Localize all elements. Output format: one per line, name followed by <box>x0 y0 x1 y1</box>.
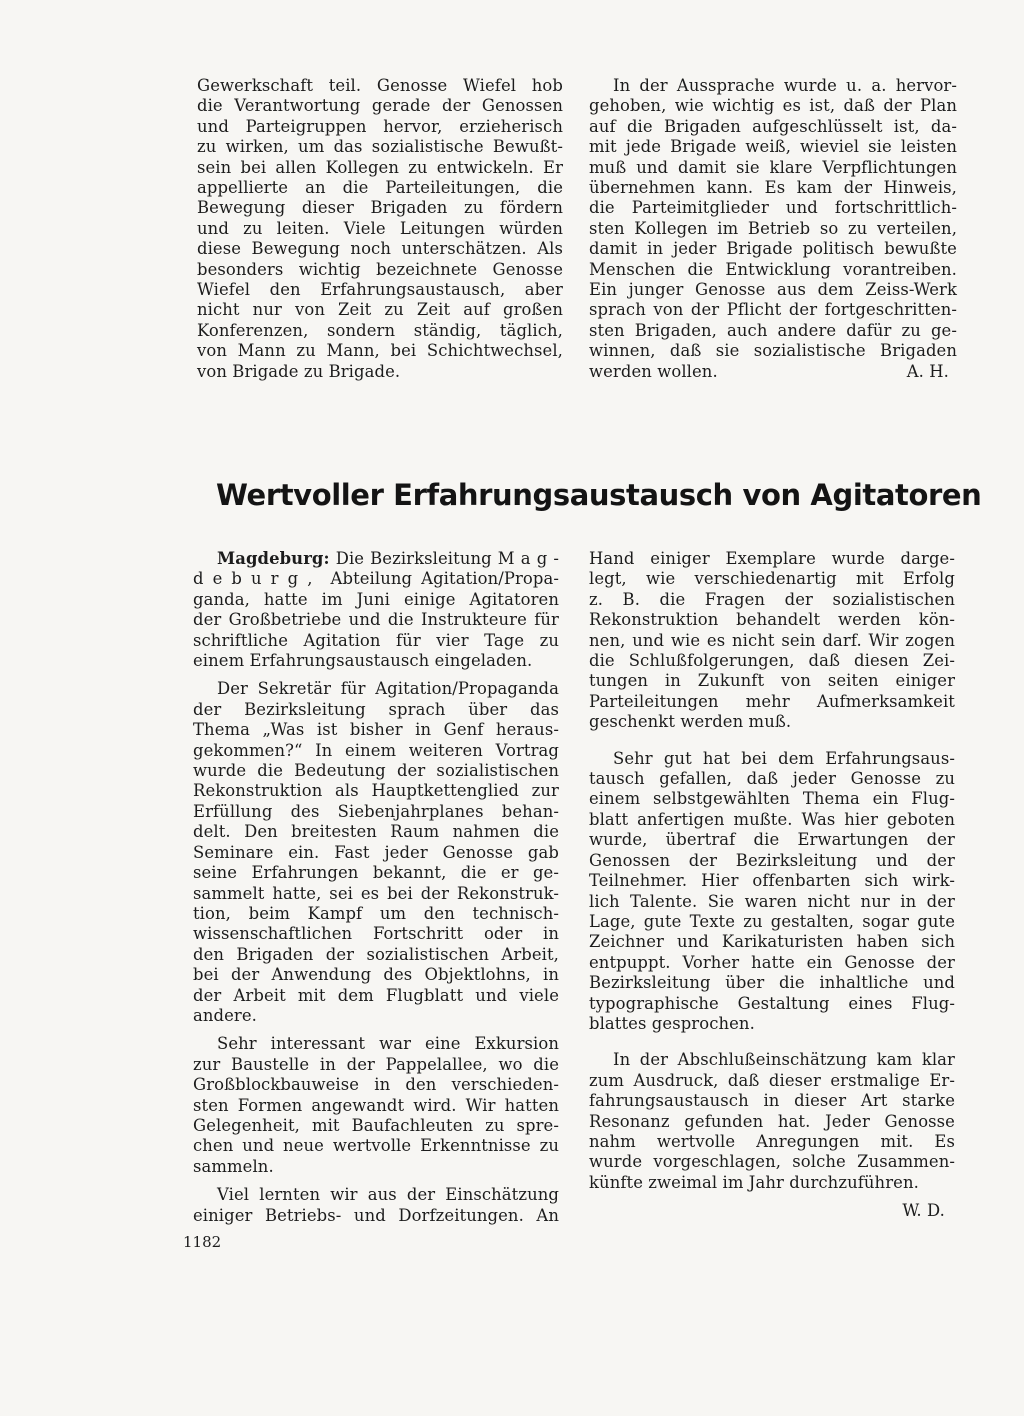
text-line: nicht nur von Zeit zu Zeit auf großen <box>197 300 563 320</box>
text-line: entpuppt. Vorher hatte ein Genosse der <box>589 952 955 972</box>
text-line: Sehr gut hat bei dem Erfahrungsaus- <box>613 748 955 768</box>
text-line: Parteileitungen mehr Aufmerksamkeit <box>589 691 955 711</box>
text-line: appellierte an die Parteileitungen, die <box>197 178 563 198</box>
text-line: Rekonstruktion als Hauptkettenglied zur <box>193 781 559 801</box>
text-line: Menschen die Entwicklung vorantreiben. <box>589 259 957 279</box>
paragraph <box>589 76 957 382</box>
text-line: geschenkt werden muß. <box>589 712 792 732</box>
text-line: und Parteigruppen hervor, erzieherisch <box>197 116 563 136</box>
paragraph <box>193 679 559 1026</box>
text-line: Großblockbauweise in den verschieden- <box>193 1075 559 1095</box>
text-line: nen, und wie es nicht sein darf. Wir zogen <box>589 630 955 650</box>
text-line: gekommen?“ In einem weiteren Vortrag <box>193 740 559 760</box>
paragraph-gap <box>589 741 955 749</box>
text-line: mit jede Brigade weiß, wieviel sie leisten <box>589 137 957 157</box>
text-line: Konferenzen, sondern ständig, täglich, <box>197 320 563 340</box>
paragraph <box>193 569 559 671</box>
text-line: zur Baustelle in der Pappelallee, wo die <box>193 1054 559 1074</box>
text-line: Resonanz gefunden hat. Jeder Genosse <box>589 1111 955 1131</box>
text-line: chen und neue wertvolle Erkenntnisse zu <box>193 1136 559 1156</box>
text-line: Hand einiger Exemplare wurde darge- <box>589 549 955 568</box>
text-line: legt, wie verschiedenartig mit Erfolg <box>589 569 955 589</box>
text-line: die Verantwortung gerade der Genossen <box>197 96 563 116</box>
text-line: sprach von der Pflicht der fortgeschritten- <box>589 300 957 320</box>
paragraph <box>589 749 955 1035</box>
text-line: schriftliche Agitation für vier Tage zu <box>193 630 559 650</box>
text-line: wurde, übertraf die Erwartungen der <box>589 830 955 850</box>
paragraph-gap <box>589 1042 955 1050</box>
article-title: Wertvoller Erfahrungsaustausch von Agitatoren <box>216 478 982 512</box>
text-line: und zu leiten. Viele Leitungen würden <box>197 218 563 238</box>
article-right-column <box>589 549 955 1222</box>
text-line: der Bezirksleitung sprach über das <box>193 699 559 719</box>
text-line: Zeichner und Karikaturisten haben sich <box>589 932 955 952</box>
text-line: auf die Brigaden aufgeschlüsselt ist, da- <box>589 116 957 136</box>
text-line: einiger Betriebs- und Dorfzeitungen. An <box>193 1205 559 1225</box>
top-left-column <box>197 76 563 382</box>
place-label: Magdeburg: <box>217 549 330 568</box>
text-line-content: werden wollen. <box>589 361 718 381</box>
text-line: Gewerkschaft teil. Genosse Wiefel hob <box>197 76 563 95</box>
paragraph <box>193 1185 559 1226</box>
text-line: die Schlußfolgerungen, daß diesen Zei- <box>589 651 955 671</box>
text-line: von Brigade zu Brigade. <box>197 361 401 381</box>
text-line: sten Kollegen im Betrieb so zu verteilen, <box>589 218 957 238</box>
text-line: tungen in Zukunft von seiten einiger <box>589 671 955 691</box>
text-line: tion, beim Kampf um den technisch- <box>193 903 559 923</box>
text-line: Lage, gute Texte zu gestalten, sogar gute <box>589 911 955 931</box>
text-line: muß und damit sie klare Verpflichtungen <box>589 157 957 177</box>
text-line: Thema „Was ist bisher in Genf heraus- <box>193 720 559 740</box>
article-left-column <box>193 549 559 1226</box>
text-line: sein bei allen Kollegen zu entwickeln. Er <box>197 157 563 177</box>
text-line: diese Bewegung noch unterschätzen. Als <box>197 239 563 259</box>
text-line: d e b u r g , Abteilung Agitation/Propa- <box>193 569 559 589</box>
text-line: Rekonstruktion behandelt werden kön- <box>589 610 955 630</box>
text-line: typographische Gestaltung eines Flug- <box>589 993 955 1013</box>
text-line: nahm wertvolle Anregungen mit. Es <box>589 1131 955 1151</box>
text-line: seine Erfahrungen bekannt, die er ge- <box>193 863 559 883</box>
author-signature: W. D. <box>902 1201 945 1221</box>
paragraph <box>197 76 563 382</box>
text-line: die Parteimitglieder und fortschrittlich- <box>589 198 957 218</box>
text-line: Bewegung dieser Brigaden zu fördern <box>197 198 563 218</box>
text-line: blatt anfertigen mußte. Was hier geboten <box>589 809 955 829</box>
author-signature: A. H. <box>906 361 949 381</box>
text-line: von Mann zu Mann, bei Schichtwechsel, <box>197 341 563 361</box>
text-line: Der Sekretär für Agitation/Propaganda <box>217 679 559 699</box>
text-line: Bezirksleitung über die inhaltliche und <box>589 973 955 993</box>
text-line: sammeln. <box>193 1156 274 1176</box>
text-line: Ein junger Genosse aus dem Zeiss-Werk <box>589 280 957 300</box>
paragraph-gap <box>193 671 559 679</box>
paragraph <box>193 1034 559 1177</box>
text-line: In der Abschlußeinschätzung kam klar <box>613 1050 955 1070</box>
text-line: bei der Anwendung des Objektlohns, in <box>193 965 559 985</box>
text-line: übernehmen kann. Es kam der Hinweis, <box>589 178 957 198</box>
text-line: zum Ausdruck, daß dieser erstmalige Er- <box>589 1070 955 1090</box>
text-line: blattes gesprochen. <box>589 1013 755 1033</box>
text-line: andere. <box>193 1005 257 1025</box>
text-line: zu wirken, um das sozialistische Bewußt- <box>197 137 563 157</box>
text-line: besonders wichtig bezeichnete Genosse <box>197 259 563 279</box>
text-line: gehoben, wie wichtig es ist, daß der Plan <box>589 96 957 116</box>
text-line <box>589 362 957 382</box>
text-line: Seminare ein. Fast jeder Genosse gab <box>193 842 559 862</box>
text-line: sten Brigaden, auch andere dafür zu ge- <box>589 320 957 340</box>
text-line: einem Erfahrungsaustausch eingeladen. <box>193 651 533 671</box>
text-line: Gelegenheit, mit Baufachleuten zu spre- <box>193 1115 559 1135</box>
text-line: künfte zweimal im Jahr durchzuführen. <box>589 1172 919 1192</box>
text-line: Teilnehmer. Hier offenbarten sich wirk- <box>589 871 955 891</box>
text-line: den Brigaden der sozialistischen Arbeit, <box>193 944 559 964</box>
text-line: Erfüllung des Siebenjahrplanes behan- <box>193 801 559 821</box>
page-number: 1182 <box>183 1233 222 1251</box>
text-line: z. B. die Fragen der sozialistischen <box>589 589 955 609</box>
text-line: wissenschaftlichen Fortschritt oder in <box>193 924 559 944</box>
text-line: winnen, daß sie sozialistische Brigaden <box>589 341 957 361</box>
text-line: sammelt hatte, sei es bei der Rekonstruk- <box>193 883 559 903</box>
first-line-rest: Die Bezirksleitung M a g - <box>329 549 559 568</box>
text-line: delt. Den breitesten Raum nahmen die <box>193 822 559 842</box>
text-line: lich Talente. Sie waren nicht nur in der <box>589 891 955 911</box>
text-line: tausch gefallen, daß jeder Genosse zu <box>589 769 955 789</box>
text-line: In der Aussprache wurde u. a. hervor- <box>613 76 957 95</box>
paragraph-gap <box>193 1177 559 1185</box>
paragraph-gap <box>589 733 955 741</box>
text-line: fahrungsaustausch in dieser Art starke <box>589 1091 955 1111</box>
text-line: wurde die Bedeutung der sozialistischen <box>193 761 559 781</box>
text-line: Sehr interessant war eine Exkursion <box>217 1034 559 1054</box>
text-line: sten Formen angewandt wird. Wir hatten <box>193 1095 559 1115</box>
first-line <box>193 549 559 569</box>
article-left-body <box>193 569 559 1226</box>
paragraph-gap <box>589 1034 955 1042</box>
text-line: der Großbetriebe und die Instrukteure für <box>193 610 559 630</box>
text-line: einem selbstgewählten Thema ein Flug- <box>589 789 955 809</box>
text-line: der Arbeit mit dem Flugblatt und viele <box>193 985 559 1005</box>
paragraph <box>589 549 955 733</box>
text-line: Genossen der Bezirksleitung und der <box>589 850 955 870</box>
text-line: wurde vorgeschlagen, solche Zusammen- <box>589 1152 955 1172</box>
text-line: Viel lernten wir aus der Einschätzung <box>217 1185 559 1205</box>
top-right-column <box>589 76 957 382</box>
paragraph <box>589 1050 955 1193</box>
text-line: Wiefel den Erfahrungsaustausch, aber <box>197 280 563 300</box>
paragraph-gap <box>193 1026 559 1034</box>
text-line: ganda, hatte im Juni einige Agitatoren <box>193 589 559 609</box>
text-line: damit in jeder Brigade politisch bewußte <box>589 239 957 259</box>
